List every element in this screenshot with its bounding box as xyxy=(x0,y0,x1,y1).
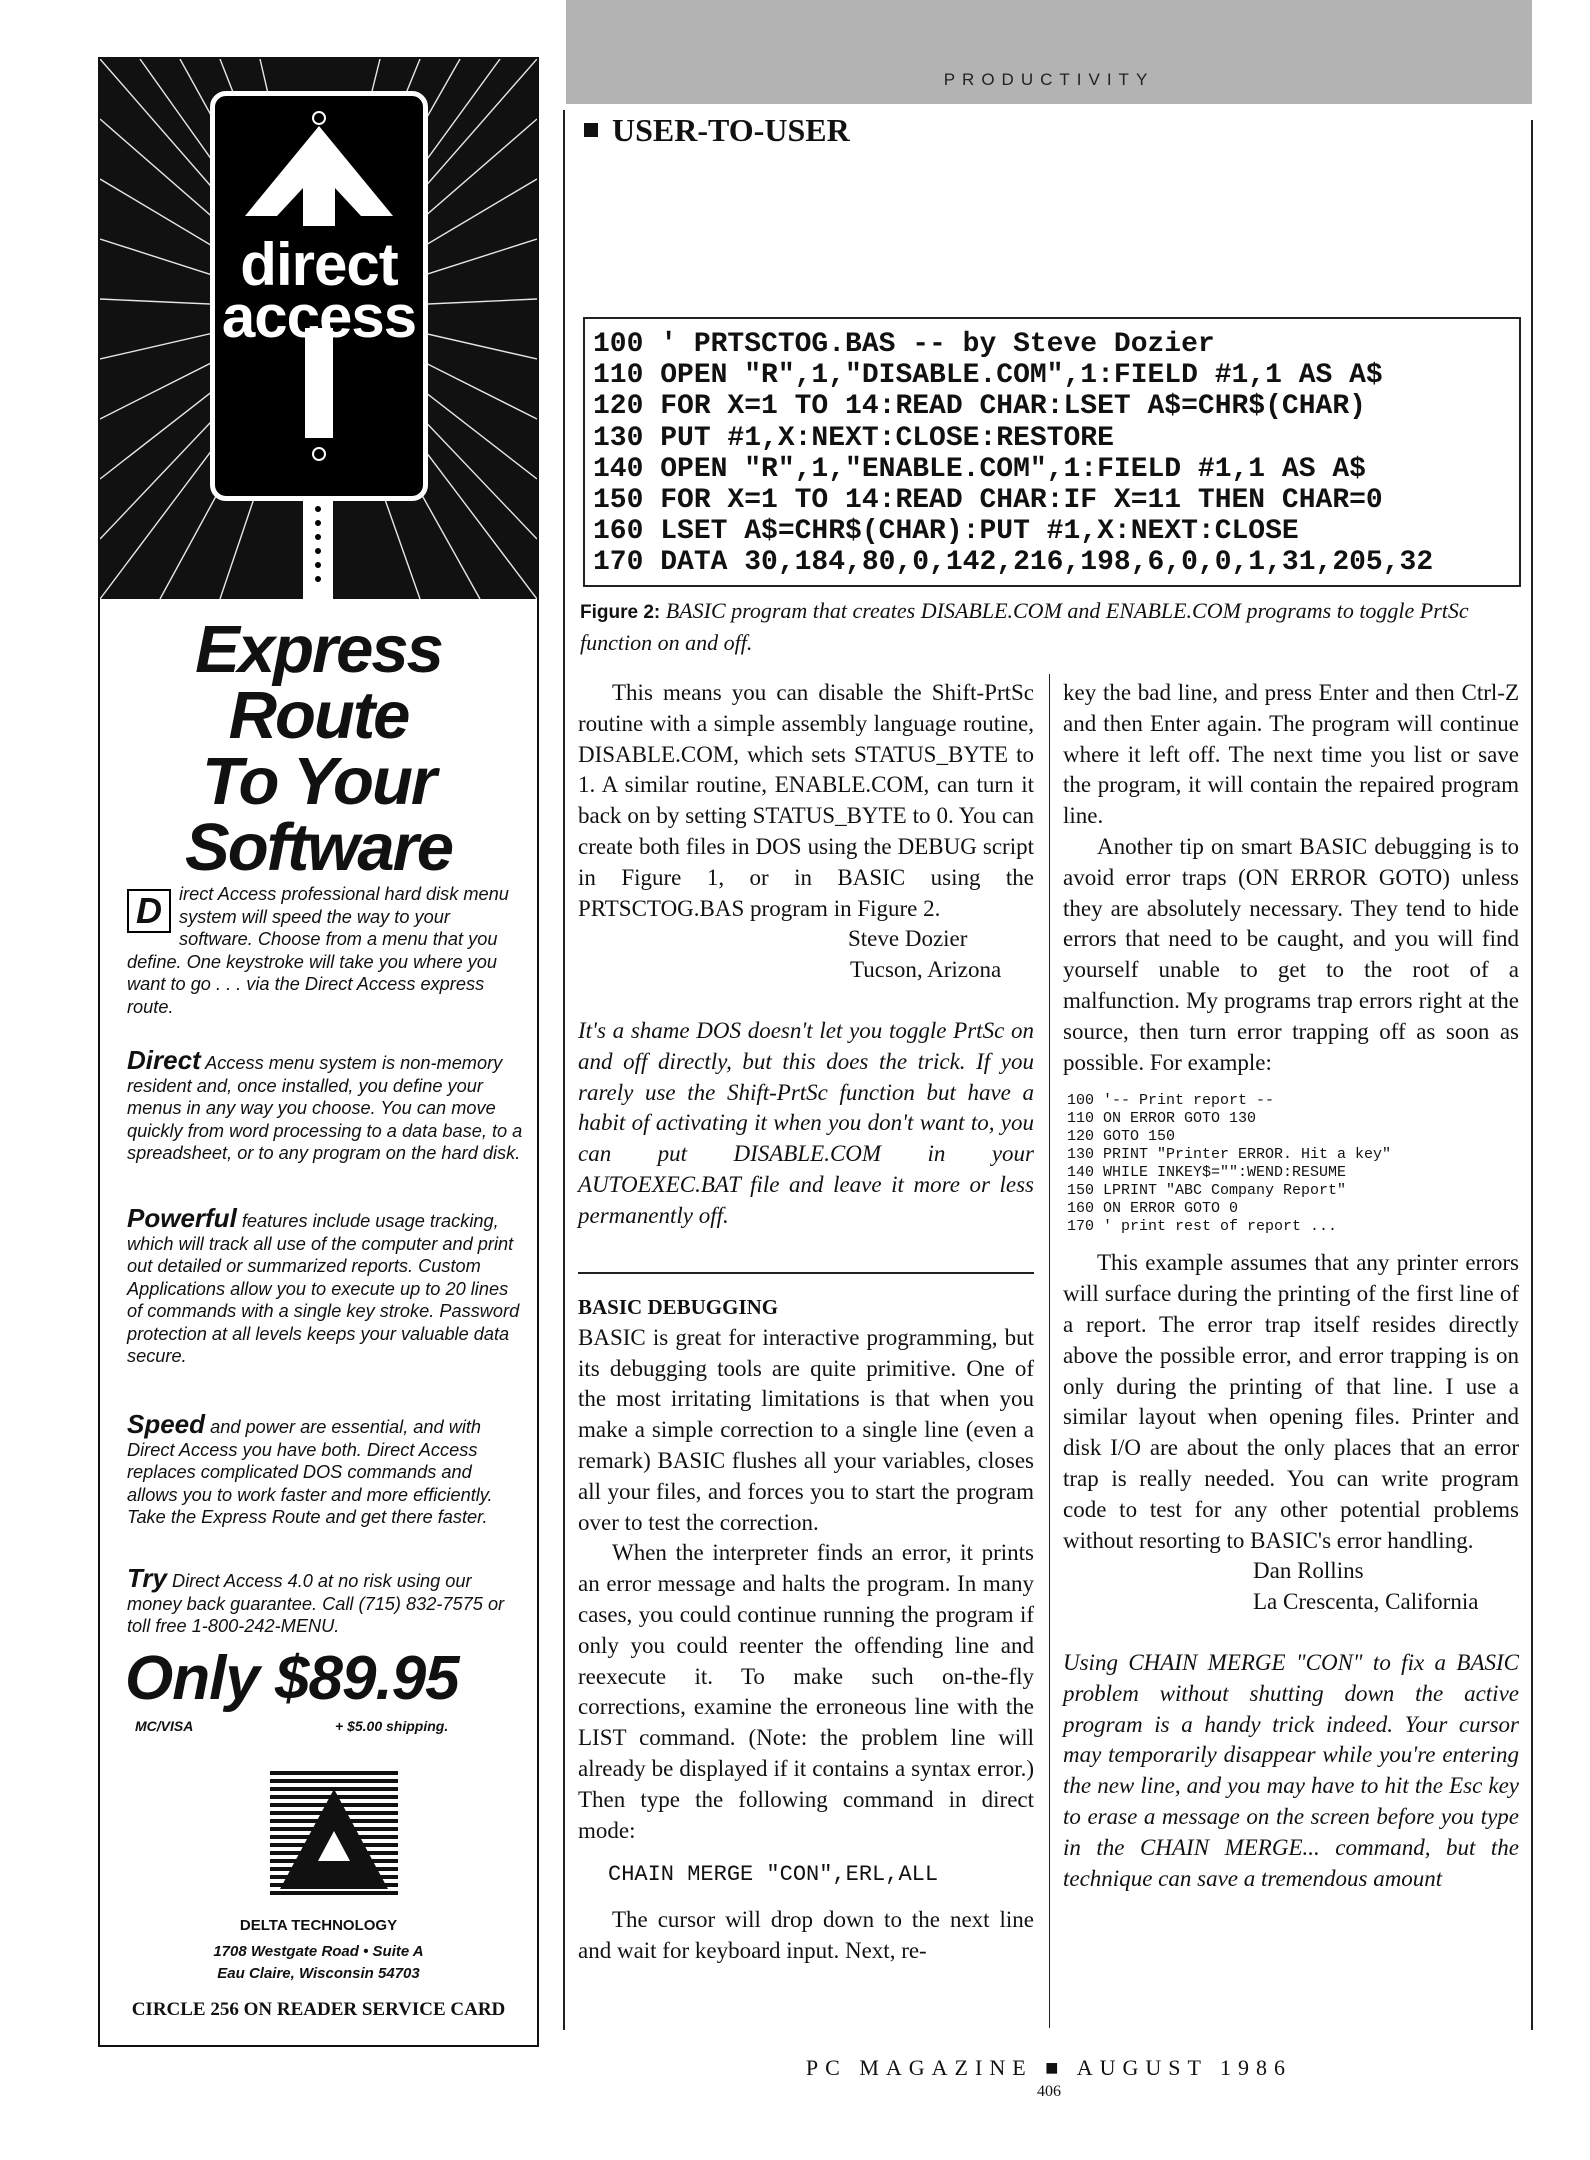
paragraph-interpreter-error: When the interpreter finds an error, it prints an error message and halts the program. In many cases, you could continue running the program if only you could reenter the offending line and reexecute it. To make such on-the-fly corrections, examine the erroneous line with the LIST command. (Note: the problem line will already be displayed if it contains a syntax error.) Then type the following command in direct mode: xyxy=(578,1540,1034,1843)
ad-headline-4: Software xyxy=(185,810,452,885)
code-line: 110 OPEN "R",1,"DISABLE.COM",1:FIELD #1,1 AS A$ xyxy=(593,360,1383,392)
ad-try-paragraph xyxy=(127,1563,527,1638)
ad-price-terms xyxy=(135,1718,515,1734)
square-bullet-icon xyxy=(584,123,598,137)
code-line: 160 LSET A$=CHR$(CHAR):PUT #1,X:NEXT:CLOSE xyxy=(593,516,1299,548)
ad-shipping: + $5.00 shipping. xyxy=(335,1718,449,1734)
example-line: 100 '-- Print report -- xyxy=(1067,1092,1275,1110)
page-rule-left xyxy=(563,110,565,2030)
signature-place: La Crescenta, California xyxy=(1253,1589,1479,1615)
ad-dropcap: D xyxy=(127,889,171,933)
paragraph-example-explained: This example assumes that any printer errors will surface during the printing of the first line of a report. The error trap itself resides directly above the possible error, and error trapping is on only during the printing of that line. I use a similar layout when opening files. Printer and disk I/O are about the only places that an error trap is really needed. You can write program code to test for any other potential problems without resorting to BASIC's error handling. xyxy=(1063,1250,1519,1553)
ad-intro-paragraph xyxy=(127,883,527,1018)
signature-place: Tucson, Arizona xyxy=(850,957,1002,983)
ad-headline-2: Route xyxy=(228,678,409,753)
example-line: 160 ON ERROR GOTO 0 xyxy=(1067,1200,1239,1218)
error-trap-example xyxy=(1067,1092,1519,1236)
column-divider xyxy=(1049,674,1050,2028)
code-line: 120 FOR X=1 TO 14:READ CHAR:LSET A$=CHR$(CHAR) xyxy=(593,391,1366,423)
ad-powerful-text: features include usage tracking, which will track all use of the computer and print out detailed or summarized reports. Custom Applications allow you to execute up to 20 lines of commands with a single key stroke. Password protection at all levels keeps your valuable data secure. xyxy=(127,1211,520,1366)
page-number: 406 xyxy=(1037,2083,1061,2100)
example-line: 110 ON ERROR GOTO 130 xyxy=(1067,1110,1257,1128)
code-line: 130 PUT #1,X:NEXT:CLOSE:RESTORE xyxy=(593,422,1114,454)
ad-address-1: 1708 Westgate Road • Suite A xyxy=(213,1943,424,1960)
example-line: 120 GOTO 150 xyxy=(1067,1128,1176,1146)
article-column-left-lower xyxy=(578,1292,1034,1967)
article-column-right xyxy=(1063,678,1519,1894)
ad-intro-text: irect Access professional hard disk menu system will speed the way to your software. Choose from a menu that you define. One keystroke will take you where you want to go . . . via the Direct Access express route. xyxy=(127,884,509,1017)
sign-word-direct: direct xyxy=(240,231,398,298)
tip-separator xyxy=(578,1272,1034,1274)
ad-headline-1: Express xyxy=(195,612,442,687)
ad-address-2: Eau Claire, Wisconsin 54703 xyxy=(217,1965,420,1982)
sign-post xyxy=(303,499,333,599)
sign-word-access: access xyxy=(221,283,417,350)
code-line: 150 FOR X=1 TO 14:READ CHAR:IF X=11 THEN CHAR=0 xyxy=(593,485,1383,517)
paragraph-disable-com: This means you can disable the Shift-PrtSc routine with a simple assembly language routine, DISABLE.COM, which sets STATUS_BYTE to 1. A similar routine, ENABLE.COM, can turn it back on by setting STATUS_BYTE to 0. You can create both files in DOS using the DEBUG script in Figure 1, or in BASIC using the PRTSCTOG.BAS program in Figure 2. xyxy=(578,680,1034,921)
ad-speed-lead: Speed xyxy=(127,1409,206,1439)
example-line: 130 PRINT "Printer ERROR. Hit a key" xyxy=(1067,1146,1392,1164)
ad-company-name: DELTA TECHNOLOGY xyxy=(239,1917,398,1934)
figure-2-caption xyxy=(580,596,1524,658)
ad-direct-text: Access menu system is non-memory resident and, once installed, you define your menus in any way you choose. You can move quickly from word processing to a data base, to a spreadsheet, or to any program on the hard disk. xyxy=(127,1053,523,1163)
code-line: 170 DATA 30,184,80,0,142,216,198,6,0,0,1,31,205,32 xyxy=(593,547,1434,579)
ad-price: Only $89.95 xyxy=(125,1644,459,1713)
ad-try-lead: Try xyxy=(127,1563,167,1593)
ad-direct-paragraph xyxy=(127,1045,527,1165)
paragraph-basic-debugging: BASIC is great for interactive programming, but its debugging tools are quite primitive. One of the most irritating limitations is that when you make a simple correction to a single line (even a remark) BASIC flushes all your variables, closes all your files, and forces you to start the program over to test the correction. xyxy=(578,1324,1034,1535)
ad-direct-lead: Direct xyxy=(127,1045,201,1075)
ad-headline-3: To Your xyxy=(202,744,435,819)
footer-magazine-line: PC MAGAZINE ■ AUGUST 1986 xyxy=(805,2055,1293,2080)
paragraph-cursor: The cursor will drop down to the next line and wait for keyboard input. Next, re- xyxy=(578,1907,1034,1963)
direct-access-advertisement xyxy=(98,57,539,2047)
code-line: 100 ' PRTSCTOG.BAS -- by Steve Dozier xyxy=(593,329,1215,360)
ad-reader-service: CIRCLE 256 ON READER SERVICE CARD xyxy=(131,1999,506,2020)
editor-tip: Using CHAIN MERGE "CON" to fix a BASIC problem without shutting down the active program is a handy trick indeed. Your cursor may temporarily disappear while you're entering the new line, and you may have to hit the Esc key to erase a message on the screen before you type in the CHAIN MERGE... command, but the technique can save a tremendous amount xyxy=(1063,1649,1519,1891)
column-title-text: USER-TO-USER xyxy=(612,112,850,148)
example-line: 170 ' print rest of report ... xyxy=(1067,1218,1338,1236)
code-line: 140 OPEN "R",1,"ENABLE.COM",1:FIELD #1,1 AS A$ xyxy=(593,453,1366,485)
column-title xyxy=(584,112,850,149)
post-holes-icon xyxy=(303,499,333,599)
example-line: 140 WHILE INKEY$="":WEND:RESUME xyxy=(1067,1164,1347,1182)
paragraph-rekey: key the bad line, and press Enter and then Ctrl-Z and then Enter again. The program will continue where it left off. The next time you list or save the program, it will contain the repaired program line. xyxy=(1063,680,1519,829)
ad-speed-paragraph xyxy=(127,1409,527,1529)
ad-powerful-lead: Powerful xyxy=(127,1203,237,1233)
example-line: 150 LPRINT "ABC Company Report" xyxy=(1067,1182,1347,1200)
figure-2-code-listing xyxy=(583,317,1521,587)
road-sign-illustration xyxy=(100,59,537,599)
ad-try-text: Direct Access 4.0 at no risk using our money back guarantee. Call (715) 832-7575 or toll free 1-800-242-MENU. xyxy=(127,1571,505,1636)
sign-logo-text xyxy=(210,231,428,350)
signature-name: Dan Rollins xyxy=(1253,1558,1364,1584)
ad-speed-text: and power are essential, and with Direct Access you have both. Direct Access replaces complicated DOS commands and allows you to work faster and more efficiently. Take the Express Route and get there faster. xyxy=(127,1417,493,1527)
signature-name: Steve Dozier xyxy=(848,926,968,952)
caption-label: Figure 2: xyxy=(580,602,661,623)
chain-merge-command: CHAIN MERGE "CON",ERL,ALL xyxy=(608,1862,939,1888)
editor-tip: It's a shame DOS doesn't let you toggle PrtSc on and off directly, but this does the trick. If you rarely use the Shift-PrtSc function but have a habit of activating it when you don't want to, you can put DISABLE.COM in your AUTOEXEC.BAT file and leave it more or less permanently off. xyxy=(578,1017,1034,1228)
ad-powerful-paragraph xyxy=(127,1203,527,1368)
ad-mc-visa: MC/VISA xyxy=(135,1718,194,1734)
subhead-basic-debugging: BASIC DEBUGGING xyxy=(578,1295,779,1319)
section-label: PRODUCTIVITY xyxy=(943,70,1155,89)
paragraph-error-traps: Another tip on smart BASIC debugging is to avoid error traps (ON ERROR GOTO) unless they are absolutely necessary. They tend to hide errors that need to be caught, and you will find yourself unable to get to the root of a malfunction. My programs trap errors right at the source, then turn error trapping off as soon as possible. For example: xyxy=(1063,833,1519,1075)
delta-technology-logo xyxy=(270,1771,398,1899)
page-rule-right xyxy=(1531,120,1533,2030)
caption-text: BASIC program that creates DISABLE.COM and ENABLE.COM programs to toggle PrtSc function on and off. xyxy=(580,598,1469,655)
article-column-left xyxy=(578,678,1034,1232)
